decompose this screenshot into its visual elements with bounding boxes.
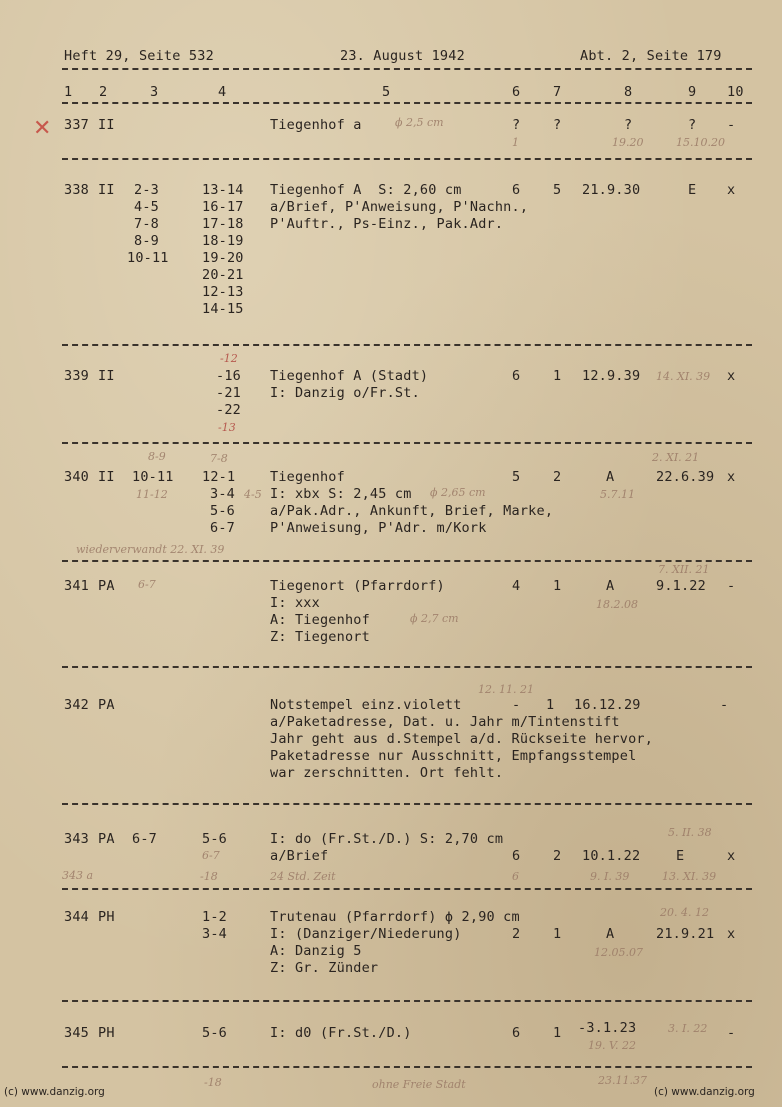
col-10-value: x <box>727 469 736 485</box>
col-3-value: 6-7 <box>132 831 157 847</box>
col-7-value: 2 <box>553 469 562 485</box>
handwritten-note: 7. XII. 21 <box>658 563 710 576</box>
entry-type: PA <box>98 831 115 847</box>
col-4-value: 3-4 <box>210 486 235 502</box>
entry-type: II <box>98 469 115 485</box>
entry-type: PA <box>98 697 115 713</box>
handwritten-note: 2. XI. 21 <box>652 451 700 464</box>
col-6-value: - <box>512 697 521 713</box>
entry-number: 343 <box>64 831 89 847</box>
entry-text-line: Tiegenort (Pfarrdorf) <box>270 578 445 594</box>
header-separator <box>62 102 752 104</box>
col-8-value: A <box>606 469 615 485</box>
col-10-value: - <box>720 697 729 713</box>
col-10-value: - <box>727 1025 736 1041</box>
col-3-value: 10-11 <box>132 469 174 485</box>
handwritten-note: 8-9 <box>148 450 166 463</box>
header-underline <box>62 68 752 70</box>
col-4-value: -21 <box>216 385 241 401</box>
col-number-1: 1 <box>64 84 73 100</box>
row-separator <box>62 442 752 444</box>
col-8-value: A <box>606 578 615 594</box>
entry-text-line: a/Brief, P'Anweisung, P'Nachn., <box>270 199 529 215</box>
row-separator <box>62 888 752 890</box>
entry-text-line: I: Danzig o/Fr.St. <box>270 385 420 401</box>
handwritten-note: 6-7 <box>202 849 220 862</box>
entry-type: PH <box>98 1025 115 1041</box>
handwritten-note: -18 <box>204 1076 222 1089</box>
entry-text-line: A: Danzig 5 <box>270 943 362 959</box>
entry-number: 344 <box>64 909 89 925</box>
col-3-value: 10-11 <box>127 250 169 266</box>
col-4-value: 18-19 <box>202 233 244 249</box>
col-4-value: 12-1 <box>202 469 236 485</box>
col-10-value: - <box>727 578 736 594</box>
col-9-value: 9.1.22 <box>656 578 706 594</box>
handwritten-note: 5. II. 38 <box>668 826 712 839</box>
footer-copyright-left: (c) www.danzig.org <box>4 1086 105 1098</box>
row-separator <box>62 666 752 668</box>
entry-text-line: I: d0 (Fr.St./D.) <box>270 1025 412 1041</box>
col-8-value: 16.12.29 <box>574 697 641 713</box>
col-number-8: 8 <box>624 84 633 100</box>
col-10-value: x <box>727 182 736 198</box>
handwritten-note: -18 <box>200 870 218 883</box>
col-7-value: 1 <box>546 697 555 713</box>
handwritten-note: 9. I. 39 <box>590 870 630 883</box>
col-4-value: 5-6 <box>210 503 235 519</box>
col-8-value: 10.1.22 <box>582 848 641 864</box>
handwritten-note: 7-8 <box>210 452 228 465</box>
handwritten-note: ϕ 2,65 cm <box>430 486 486 499</box>
col-4-value: 3-4 <box>202 926 227 942</box>
entry-type: II <box>98 182 115 198</box>
col-4-value: 13-14 <box>202 182 244 198</box>
handwritten-note: 18.2.08 <box>596 598 638 611</box>
entry-text-line: I: (Danziger/Niederung) <box>270 926 462 942</box>
row-separator <box>62 344 752 346</box>
entry-text-line: Notstempel einz.violett <box>270 697 462 713</box>
entry-text-line: a/Pak.Adr., Ankunft, Brief, Marke, <box>270 503 554 519</box>
entry-text-line: Z: Gr. Zünder <box>270 960 379 976</box>
row-separator <box>62 803 752 805</box>
col-8-value: 21.9.30 <box>582 182 641 198</box>
col-9-value: 21.9.21 <box>656 926 715 942</box>
entry-text-line: I: xxx <box>270 595 320 611</box>
col-number-10: 10 <box>727 84 744 100</box>
col-4-value: 20-21 <box>202 267 244 283</box>
col-6-value: 6 <box>512 182 521 198</box>
handwritten-note: -12 <box>220 352 238 365</box>
col-number-6: 6 <box>512 84 521 100</box>
entry-type: II <box>98 368 115 384</box>
col-number-5: 5 <box>382 84 391 100</box>
row-separator <box>62 1066 752 1068</box>
entry-type: II <box>98 117 115 133</box>
col-9-value: E <box>676 848 685 864</box>
entry-text-line: I: do (Fr.St./D.) S: 2,70 cm <box>270 831 504 847</box>
col-4-value: 17-18 <box>202 216 244 232</box>
col-4-value: 12-13 <box>202 284 244 300</box>
handwritten-note: 11-12 <box>136 488 168 501</box>
entry-text-line: Paketadresse nur Ausschnitt, Empfangsstempel <box>270 748 637 764</box>
col-7-value: 1 <box>553 578 562 594</box>
handwritten-note: -13 <box>218 421 236 434</box>
footer-copyright-right: (c) www.danzig.org <box>654 1086 755 1098</box>
col-6-value: 2 <box>512 926 521 942</box>
handwritten-note: 23.11.37 <box>598 1074 647 1087</box>
entry-number: 337 <box>64 117 89 133</box>
col-3-value: 4-5 <box>134 199 159 215</box>
entry-text-line: Tiegenhof <box>270 469 345 485</box>
entry-text-line: Trutenau (Pfarrdorf) ϕ 2,90 cm <box>270 909 520 925</box>
col-9-value: 22.6.39 <box>656 469 715 485</box>
col-7-value: 1 <box>553 1025 562 1041</box>
col-7-value: ? <box>553 117 562 133</box>
entry-number: 340 <box>64 469 89 485</box>
entry-text-line: P'Auftr., Ps-Einz., Pak.Adr. <box>270 216 504 232</box>
entry-text-line: A: Tiegenhof <box>270 612 370 628</box>
row-separator <box>62 1000 752 1002</box>
cross-mark-icon: ✕ <box>33 116 52 141</box>
col-3-value: 8-9 <box>134 233 159 249</box>
handwritten-note: 15.10.20 <box>676 136 725 149</box>
entry-text-line: war zerschnitten. Ort fehlt. <box>270 765 504 781</box>
col-6-value: 6 <box>512 368 521 384</box>
entry-text-line: I: xbx S: 2,45 cm <box>270 486 412 502</box>
header-right: Abt. 2, Seite 179 <box>580 48 722 64</box>
entry-text-line: Tiegenhof A S: 2,60 cm <box>270 182 462 198</box>
col-7-value: 5 <box>553 182 562 198</box>
handwritten-note: ϕ 2,5 cm <box>395 116 444 129</box>
col-10-value: x <box>727 926 736 942</box>
handwritten-note: ϕ 2,7 cm <box>410 612 459 625</box>
handwritten-note: 343 a <box>62 869 94 882</box>
col-4-value: 16-17 <box>202 199 244 215</box>
row-separator <box>62 158 752 160</box>
col-4-value: 1-2 <box>202 909 227 925</box>
handwritten-note: wiederverwandt 22. XI. 39 <box>76 543 225 556</box>
col-7-value: 1 <box>553 368 562 384</box>
entry-number: 345 <box>64 1025 89 1041</box>
handwritten-note: 12. 11. 21 <box>478 683 534 696</box>
handwritten-note: 20. 4. 12 <box>660 906 709 919</box>
handwritten-note: 3. I. 22 <box>668 1022 708 1035</box>
handwritten-note: 6 <box>512 870 519 883</box>
col-4-value: -22 <box>216 402 241 418</box>
col-9-value: E <box>688 182 697 198</box>
col-8-value: -3.1.23 <box>578 1020 637 1036</box>
col-8-value: 12.9.39 <box>582 368 641 384</box>
col-4-value: 14-15 <box>202 301 244 317</box>
col-10-value: x <box>727 848 736 864</box>
col-6-value: 6 <box>512 848 521 864</box>
entry-text-line: Tiegenhof A (Stadt) <box>270 368 429 384</box>
entry-text-line: a/Paketadresse, Dat. u. Jahr m/Tintenstift <box>270 714 620 730</box>
handwritten-note: ohne Freie Stadt <box>372 1078 466 1091</box>
col-4-value: -16 <box>216 368 241 384</box>
handwritten-note: 24 Std. Zeit <box>270 870 336 883</box>
col-7-value: 2 <box>553 848 562 864</box>
col-4-value: 19-20 <box>202 250 244 266</box>
entry-type: PH <box>98 909 115 925</box>
row-separator <box>62 560 752 562</box>
col-9-value: ? <box>688 117 697 133</box>
entry-text-line: a/Brief <box>270 848 329 864</box>
col-number-9: 9 <box>688 84 697 100</box>
col-4-value: 5-6 <box>202 831 227 847</box>
col-10-value: - <box>727 117 736 133</box>
handwritten-note: 19.20 <box>612 136 644 149</box>
handwritten-note: 19. V. 22 <box>588 1039 637 1052</box>
handwritten-note: 4-5 <box>244 488 262 501</box>
entry-text-line: P'Anweisung, P'Adr. m/Kork <box>270 520 487 536</box>
entry-text-line: Jahr geht aus d.Stempel a/d. Rückseite hervor, <box>270 731 654 747</box>
handwritten-note: 12.05.07 <box>594 946 643 959</box>
entry-text-line: Z: Tiegenort <box>270 629 370 645</box>
col-6-value: 4 <box>512 578 521 594</box>
col-6-value: ? <box>512 117 521 133</box>
col-6-value: 5 <box>512 469 521 485</box>
entry-number: 342 <box>64 697 89 713</box>
header-left: Heft 29, Seite 532 <box>64 48 214 64</box>
handwritten-note: 1 <box>512 136 519 149</box>
entry-number: 339 <box>64 368 89 384</box>
entry-number: 341 <box>64 578 89 594</box>
col-3-value: 2-3 <box>134 182 159 198</box>
handwritten-note: 13. XI. 39 <box>662 870 717 883</box>
header-center: 23. August 1942 <box>340 48 465 64</box>
col-8-value: ? <box>624 117 633 133</box>
entry-type: PA <box>98 578 115 594</box>
col-4-value: 6-7 <box>210 520 235 536</box>
col-8-value: A <box>606 926 615 942</box>
col-number-3: 3 <box>150 84 159 100</box>
col-7-value: 1 <box>553 926 562 942</box>
col-number-2: 2 <box>99 84 108 100</box>
entry-text-line: Tiegenhof a <box>270 117 362 133</box>
handwritten-note: 14. XI. 39 <box>656 370 711 383</box>
col-number-7: 7 <box>553 84 562 100</box>
entry-number: 338 <box>64 182 89 198</box>
handwritten-note: 6-7 <box>138 578 156 591</box>
col-6-value: 6 <box>512 1025 521 1041</box>
handwritten-note: 5.7.11 <box>600 488 635 501</box>
col-3-value: 7-8 <box>134 216 159 232</box>
col-number-4: 4 <box>218 84 227 100</box>
col-10-value: x <box>727 368 736 384</box>
col-4-value: 5-6 <box>202 1025 227 1041</box>
